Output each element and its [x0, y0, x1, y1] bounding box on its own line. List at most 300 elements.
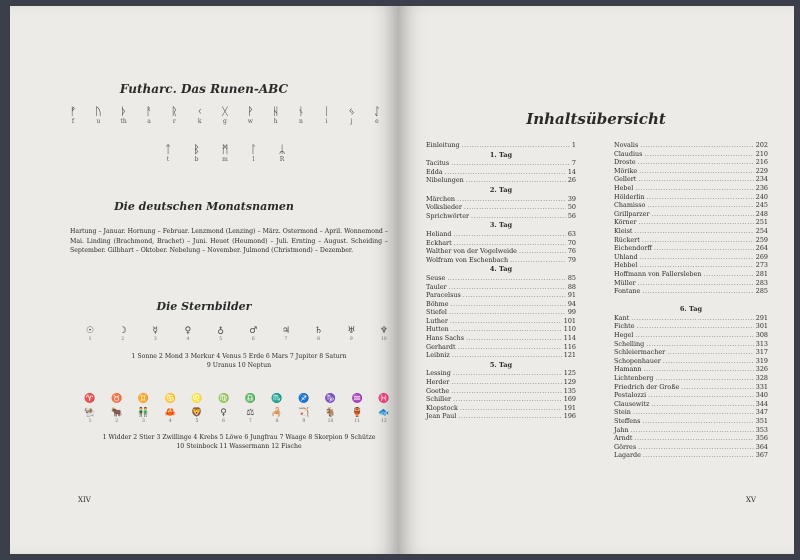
- rune-glyph: [369, 106, 385, 126]
- toc-leader-dots: [452, 351, 562, 360]
- zodiac-picture-number: 5: [195, 419, 199, 424]
- toc-entry: [426, 256, 576, 265]
- zodiac-picture-symbol: ⚖: [246, 408, 255, 418]
- toc-entry: [426, 325, 576, 334]
- rune-letter: m: [222, 156, 228, 163]
- toc-leader-dots: [451, 300, 566, 309]
- planet-item: [376, 326, 392, 343]
- zodiac-sign-item: [109, 394, 125, 405]
- zodiac-sign-symbol: ♌: [191, 394, 203, 404]
- zodiac-pictures: [82, 408, 392, 425]
- toc-title: Inhaltsübersicht: [526, 110, 666, 128]
- rune-glyph: [274, 144, 290, 164]
- zodiac-sign-symbol: ♏: [271, 394, 283, 404]
- toc-entry-title: Steffens: [614, 417, 641, 425]
- zodiac-picture-item: [135, 408, 151, 425]
- zodiac-sign-symbol: ♎: [244, 394, 256, 404]
- toc-leader-dots: [638, 279, 754, 288]
- rune-glyph: [242, 106, 258, 126]
- toc-entry-title: Lessing: [426, 369, 451, 378]
- rune-glyph: [246, 144, 262, 164]
- toc-entry: [426, 141, 576, 150]
- toc-entry-page: 317: [755, 348, 768, 357]
- toc-entry-title: Arndt: [614, 434, 633, 443]
- toc-entry: [614, 400, 768, 409]
- planet-number: 8: [317, 337, 321, 342]
- toc-entry-page: 234: [755, 175, 768, 184]
- toc-leader-dots: [471, 212, 566, 221]
- toc-entry-title: Hebel: [614, 183, 634, 192]
- toc-entry-page: 308: [755, 331, 768, 340]
- toc-entry-title: Gerhardt: [426, 342, 456, 351]
- toc-entry: [614, 227, 768, 236]
- rune-glyph: [90, 106, 106, 126]
- toc-leader-dots: [640, 253, 754, 262]
- planet-symbol: ♅: [347, 326, 356, 336]
- toc-leader-dots: [462, 141, 570, 150]
- months-text: Hartung – Januar. Hornung – Februar. Lenzmond (Lenzing) – März. Ostermond – April. Wonnemond – Mai. Linding (Brachmond, Brachet) – Juni. Heuet (Heumond) – Juli. Ernting – August. Scheiding – September. Gilbhart – Oktober. Nebelung – November. Julmond (Christmond) – Dezember.: [70, 228, 388, 254]
- toc-entry-page: 14: [567, 167, 576, 176]
- toc-entry: [614, 270, 768, 279]
- planet-number: 7: [284, 337, 288, 342]
- zodiac-picture-symbol: 🐂: [111, 408, 123, 418]
- toc-leader-dots: [631, 314, 754, 323]
- zodiac-picture-number: 10: [327, 419, 334, 424]
- zodiac-sign-item: [376, 394, 392, 405]
- toc-entry-title: Volkslieder: [426, 203, 462, 212]
- toc-leader-dots: [454, 239, 566, 248]
- toc-entry: [614, 218, 768, 227]
- toc-entry-page: 101: [563, 316, 576, 325]
- toc-entry: [426, 334, 576, 343]
- toc-entry-page: 254: [755, 226, 768, 235]
- rune-glyph: [318, 106, 334, 126]
- toc-entry-title: Eichendorff: [614, 244, 652, 253]
- toc-entry: [614, 408, 768, 417]
- toc-leader-dots: [635, 331, 754, 340]
- toc-column-2: [614, 141, 768, 460]
- zodiac-picture-number: 4: [168, 419, 172, 424]
- rune-symbol: ᚾ: [297, 105, 305, 118]
- toc-leader-dots: [642, 417, 753, 426]
- zodiac-picture-symbol: 🐏: [84, 408, 96, 418]
- toc-entry-title: Schopenhauer: [614, 356, 661, 365]
- toc-entry: [426, 369, 576, 378]
- toc-entry-title: Nibelungen: [426, 176, 464, 185]
- zodiac-sign-symbol: ♋: [164, 394, 176, 404]
- zodiac-picture-number: 11: [354, 419, 361, 424]
- rune-letter: w: [247, 118, 253, 125]
- toc-entry-page: 319: [755, 356, 768, 365]
- toc-leader-dots: [639, 167, 754, 176]
- toc-day-heading: 1. Tag: [489, 150, 513, 159]
- zodiac-picture-item: [189, 408, 205, 425]
- toc-entry-page: 210: [755, 149, 768, 158]
- rune-glyph: [293, 106, 309, 126]
- toc-leader-dots: [637, 322, 754, 331]
- rune-symbol: ᛦ: [278, 143, 286, 156]
- toc-entry-title: Eckhart: [426, 238, 452, 247]
- zodiac-picture-number: 2: [115, 419, 119, 424]
- toc-entry-page: 259: [755, 235, 768, 244]
- rune-letter: t: [166, 156, 170, 163]
- toc-entry-title: Pestalozzi: [614, 391, 647, 400]
- toc-entry-title: Wolfram von Eschenbach: [426, 255, 509, 264]
- rune-symbol: ᚷ: [221, 105, 229, 118]
- toc-entry-page: 248: [755, 209, 768, 218]
- planet-number: 10: [381, 337, 387, 342]
- rune-symbol: ᚱ: [171, 105, 178, 118]
- toc-entry-page: 94: [567, 299, 576, 308]
- toc-entry-page: 196: [563, 412, 576, 421]
- toc-entry-page: 91: [567, 291, 576, 300]
- zodiac-sign-symbol: ♑: [324, 394, 337, 404]
- toc-leader-dots: [638, 218, 753, 227]
- toc-entry: [426, 247, 576, 256]
- planet-legend-2: 9 Uranus 10 Neptun: [206, 362, 272, 369]
- toc-entry: [614, 210, 768, 219]
- toc-day-heading: 2. Tag: [489, 185, 513, 194]
- toc-leader-dots: [464, 203, 566, 212]
- planet-item: [213, 326, 229, 343]
- toc-leader-dots: [640, 141, 754, 150]
- toc-entry-page: 251: [755, 218, 768, 227]
- toc-entry: [426, 291, 576, 300]
- toc-entry-page: 129: [563, 378, 576, 387]
- toc-entry: [614, 322, 768, 331]
- planet-number: 3: [153, 337, 157, 342]
- toc-leader-dots: [451, 387, 562, 396]
- toc-entry: [614, 175, 768, 184]
- planet-item: [245, 326, 261, 343]
- rune-symbol: ᛇ: [373, 105, 381, 118]
- planet-symbol: ☽: [118, 326, 127, 336]
- toc-leader-dots: [634, 434, 753, 443]
- toc-entry: [614, 201, 768, 210]
- stars-title: Die Sternbilder: [156, 300, 252, 313]
- toc-entry-title: Jean Paul: [426, 412, 457, 421]
- toc-leader-dots: [447, 274, 566, 283]
- toc-entry: [426, 168, 576, 177]
- toc-leader-dots: [457, 195, 566, 204]
- toc-leader-dots: [655, 374, 753, 383]
- toc-leader-dots: [638, 158, 754, 167]
- planet-symbol: ♃: [281, 326, 290, 336]
- toc-leader-dots: [633, 408, 754, 417]
- zodiac-sign-symbol: ♊: [137, 394, 150, 404]
- zodiac-picture-symbol: 🦁: [191, 408, 203, 418]
- toc-leader-dots: [453, 395, 562, 404]
- toc-entry-page: 88: [567, 282, 576, 291]
- planet-number: 5: [219, 337, 223, 342]
- planet-number: 2: [121, 337, 125, 342]
- rune-letter: r: [172, 118, 176, 125]
- toc-entry-title: Kleist: [614, 226, 633, 235]
- toc-entry: [614, 426, 768, 435]
- toc-entry-page: 344: [755, 399, 768, 408]
- toc-entry-title: Chamisso: [614, 201, 646, 210]
- toc-entry-title: Herder: [426, 378, 450, 387]
- toc-entry: [426, 195, 576, 204]
- toc-leader-dots: [635, 184, 754, 193]
- toc-entry-title: Schiller: [426, 395, 452, 404]
- toc-entry-page: 340: [755, 391, 768, 400]
- rune-glyph: [217, 144, 233, 164]
- toc-entry-page: 347: [755, 408, 768, 417]
- rune-letter: h: [273, 118, 278, 125]
- planet-symbol: ☉: [85, 326, 95, 336]
- rune-symbol: ᚨ: [145, 105, 153, 118]
- rune-letter: R: [279, 156, 285, 163]
- toc-entry-page: 240: [755, 192, 768, 201]
- toc-entry: [614, 167, 768, 176]
- rune-symbol: ᛒ: [193, 143, 200, 156]
- rune-letter: n: [299, 118, 303, 125]
- toc-entry-page: 70: [567, 238, 576, 247]
- toc-entry-title: Görres: [614, 442, 637, 451]
- toc-entry-title: Mörike: [614, 166, 638, 175]
- planet-legend-1: 1 Sonne 2 Mond 3 Merkur 4 Venus 5 Erde 6 Mars 7 Jupiter 8 Saturn: [131, 353, 347, 360]
- rune-glyph: [268, 106, 284, 126]
- rune-letter: j: [350, 118, 353, 125]
- toc-entry: [614, 348, 768, 357]
- toc-leader-dots: [445, 168, 566, 177]
- zodiac-sign-item: [82, 394, 98, 405]
- toc-entry-title: Hölderlin: [614, 192, 645, 201]
- zodiac-picture-number: 12: [381, 419, 387, 424]
- toc-entry-title: Luther: [426, 316, 448, 325]
- toc-entry: [614, 158, 768, 167]
- toc-entry-title: Leibniz: [426, 351, 450, 360]
- planet-item: [82, 326, 98, 343]
- toc-entry-title: Tacitus: [426, 159, 450, 168]
- toc-entry: [426, 230, 576, 239]
- toc-leader-dots: [642, 236, 754, 245]
- toc-entry-title: Clausewitz: [614, 399, 650, 408]
- rune-symbol: ᚺ: [272, 105, 279, 118]
- toc-entry-page: 273: [755, 261, 768, 270]
- toc-leader-dots: [463, 291, 566, 300]
- toc-entry-title: Kant: [614, 313, 630, 322]
- toc-entry-page: 85: [567, 273, 576, 282]
- toc-entry-title: Uhland: [614, 252, 638, 261]
- toc-leader-dots: [451, 378, 561, 387]
- rune-row-1: [65, 106, 385, 126]
- zodiac-picture-item: [82, 408, 98, 425]
- runes-title: Futharc. Das Runen-ABC: [119, 82, 289, 96]
- toc-entry-title: Lichtenberg: [614, 374, 654, 383]
- toc-entry-title: Hoffmann von Fallersleben: [614, 269, 702, 278]
- toc-entry-title: Stein: [614, 408, 631, 417]
- toc-entry: [426, 203, 576, 212]
- toc-leader-dots: [450, 317, 562, 326]
- toc-leader-dots: [663, 357, 754, 366]
- toc-entry: [614, 150, 768, 159]
- toc-entry-title: Walther von der Vogelweide: [426, 247, 517, 256]
- toc-entry-page: 39: [567, 194, 576, 203]
- toc-leader-dots: [631, 426, 754, 435]
- zodiac-picture-symbol: 🦂: [271, 408, 283, 418]
- zodiac-picture-number: 7: [248, 419, 252, 424]
- folio-left: XIV: [78, 496, 91, 504]
- toc-entry-title: Müller: [614, 278, 636, 287]
- rune-symbol: ᚠ: [69, 105, 77, 118]
- toc-leader-dots: [638, 443, 754, 452]
- rune-glyph: [160, 144, 176, 164]
- rune-glyph: [344, 106, 360, 126]
- toc-entry: [426, 395, 576, 404]
- rune-glyph: [217, 106, 233, 126]
- toc-leader-dots: [648, 391, 754, 400]
- toc-entry-page: 76: [567, 247, 576, 256]
- rune-letter: e: [375, 118, 379, 125]
- zodiac-picture-symbol: ♀: [220, 408, 227, 418]
- toc-leader-dots: [644, 365, 754, 374]
- planet-number: 1: [88, 337, 92, 342]
- toc-leader-dots: [647, 201, 753, 210]
- toc-leader-dots: [466, 334, 562, 343]
- toc-entry-page: 121: [563, 351, 576, 360]
- planet-number: 6: [251, 337, 255, 342]
- rune-letter: g: [223, 118, 227, 125]
- toc-entry: [426, 412, 576, 421]
- toc-entry-title: Märchen: [426, 194, 456, 203]
- planet-item: [115, 326, 131, 343]
- toc-leader-dots: [519, 247, 566, 256]
- toc-entry: [614, 244, 768, 253]
- toc-entry-page: 264: [755, 244, 768, 253]
- toc-day-heading: 5. Tag: [489, 360, 513, 369]
- rune-letter: k: [197, 118, 202, 125]
- zodiac-picture-item: [349, 408, 365, 425]
- toc-entry-title: Novalis: [614, 141, 639, 149]
- zodiac-sign-item: [296, 394, 312, 405]
- toc-entry: [614, 357, 768, 366]
- zodiac-sign-symbol: ♍: [217, 394, 230, 404]
- rune-letter: f: [71, 118, 75, 125]
- toc-day-heading: 6. Tag: [679, 305, 703, 314]
- toc-entry-page: 245: [755, 201, 768, 210]
- toc-entry: [614, 383, 768, 392]
- toc-spacer: [614, 296, 768, 305]
- zodiac-sign-item: [162, 394, 178, 405]
- planet-item: [278, 326, 294, 343]
- toc-entry-title: Seuse: [426, 273, 446, 282]
- zodiac-picture-symbol: 🏹: [298, 408, 310, 418]
- toc-leader-dots: [453, 230, 565, 239]
- toc-entry-page: 367: [755, 451, 768, 460]
- rune-letter: l: [252, 156, 255, 163]
- toc-entry-page: 301: [755, 322, 768, 331]
- toc-leader-dots: [644, 150, 753, 159]
- zodiac-picture-number: 8: [275, 419, 279, 424]
- toc-entry-title: Fichte: [614, 322, 635, 331]
- toc-entry-title: Gellert: [614, 175, 637, 184]
- toc-entry-page: 125: [563, 369, 576, 378]
- rune-symbol: ᛚ: [250, 143, 257, 156]
- planet-symbol: ♀: [184, 326, 192, 336]
- toc-entry: [426, 404, 576, 413]
- toc-entry-page: 313: [755, 339, 768, 348]
- zodiac-picture-item: [269, 408, 285, 425]
- toc-leader-dots: [451, 325, 562, 334]
- toc-entry: [426, 300, 576, 309]
- zodiac-sign-item: [322, 394, 338, 405]
- toc-entry-page: 356: [755, 434, 768, 443]
- toc-entry: [614, 417, 768, 426]
- toc-entry-title: Schelling: [614, 339, 645, 348]
- toc-entry: [614, 451, 768, 460]
- rune-letter: i: [325, 118, 328, 125]
- toc-entry-page: 229: [755, 166, 768, 175]
- zodiac-picture-symbol: 🐐: [324, 408, 337, 418]
- zodiac-sign-symbol: ♈: [84, 394, 96, 404]
- toc-entry: [614, 365, 768, 374]
- toc-entry: [426, 387, 576, 396]
- toc-leader-dots: [453, 369, 562, 378]
- toc-entry-page: 291: [755, 313, 768, 322]
- toc-leader-dots: [466, 176, 566, 185]
- toc-entry: [426, 351, 576, 360]
- toc-entry: [614, 184, 768, 193]
- toc-entry-page: 331: [755, 382, 768, 391]
- toc-entry: [426, 343, 576, 352]
- rune-letter: th: [120, 118, 127, 125]
- toc-leader-dots: [638, 175, 753, 184]
- toc-leader-dots: [639, 261, 753, 270]
- toc-entry-title: Grillparzer: [614, 209, 650, 218]
- zodiac-sign-symbol: ♓: [378, 394, 390, 404]
- months-title: Die deutschen Monatsnamen: [114, 200, 294, 213]
- rune-symbol: ᛁ: [322, 105, 330, 118]
- toc-entry-page: 351: [755, 417, 768, 425]
- rune-symbol: ᚦ: [120, 105, 127, 118]
- toc-entry-title: Friedrich der Große: [614, 382, 680, 391]
- rune-glyph: [192, 106, 208, 126]
- toc-entry-page: 283: [755, 278, 768, 287]
- toc-entry: [614, 261, 768, 270]
- toc-day-heading: 3. Tag: [489, 221, 513, 230]
- toc-entry: [614, 331, 768, 340]
- toc-entry-title: Hutten: [426, 325, 449, 334]
- toc-entry-title: Stiefel: [426, 308, 447, 317]
- toc-leader-dots: [704, 270, 754, 279]
- toc-entry: [426, 308, 576, 317]
- zodiac-picture-item: [242, 408, 258, 425]
- rune-glyph: [141, 106, 157, 126]
- rune-symbol: ᛏ: [164, 143, 172, 156]
- toc-entry: [614, 287, 768, 296]
- toc-entry: [614, 374, 768, 383]
- toc-entry-page: 328: [755, 374, 768, 383]
- toc-entry-title: Tauler: [426, 282, 447, 291]
- toc-entry: [426, 212, 576, 221]
- zodiac-sign-item: [242, 394, 258, 405]
- zodiac-picture-symbol: 🐟: [378, 408, 390, 418]
- zodiac-picture-symbol: 🏺: [351, 408, 363, 418]
- toc-entry: [614, 236, 768, 245]
- toc-entry-page: 216: [755, 158, 768, 167]
- toc-entry-title: Einleitung: [426, 141, 460, 149]
- planet-number: 9: [349, 337, 353, 342]
- planet-symbol: ☿: [152, 326, 159, 336]
- toc-leader-dots: [635, 227, 754, 236]
- zodiac-picture-number: 1: [88, 419, 92, 424]
- planet-number: 4: [186, 337, 190, 342]
- toc-entry: [614, 253, 768, 262]
- planet-symbol: ♆: [379, 326, 388, 336]
- toc-entry-title: Sprichwörter: [426, 211, 470, 220]
